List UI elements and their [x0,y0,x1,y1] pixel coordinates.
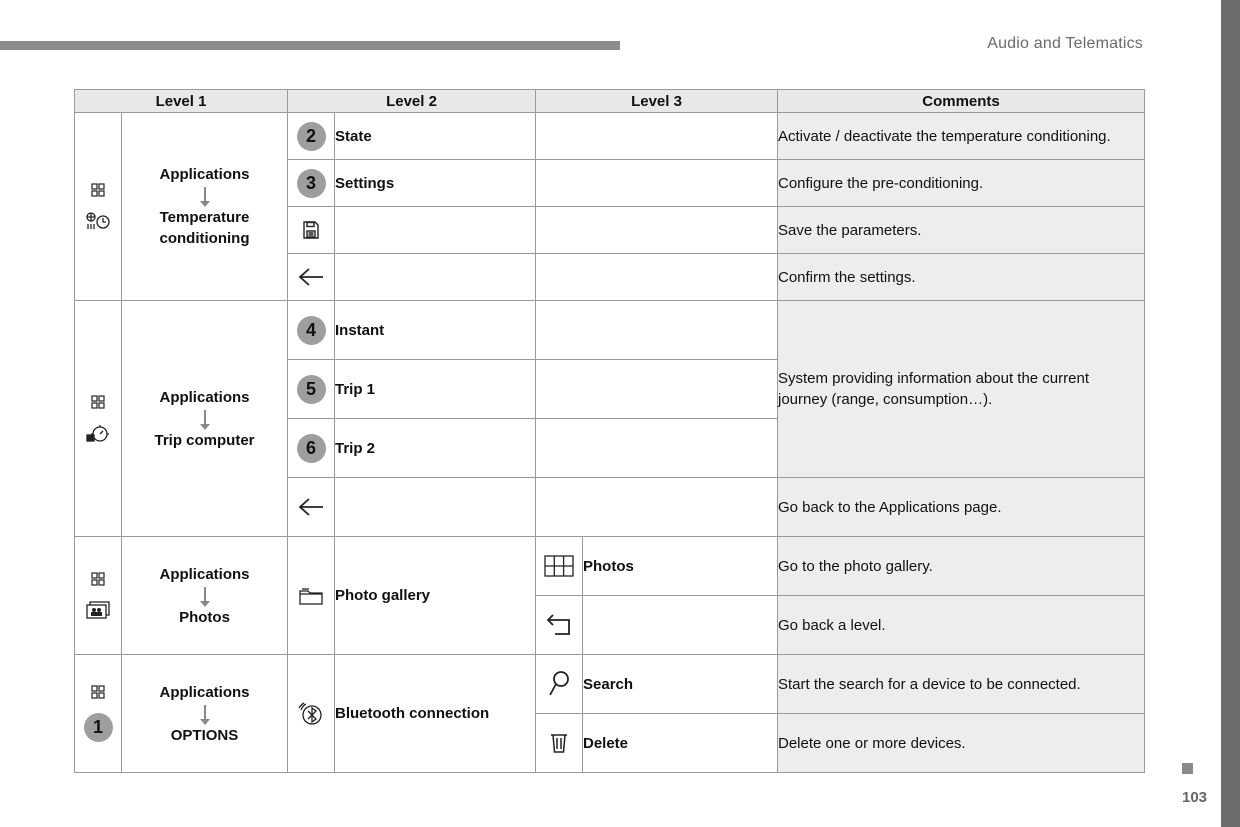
level3-label [583,596,778,655]
top-rule [0,41,620,50]
level2-icon-cell[interactable] [288,360,335,419]
arrow-down-icon [204,705,206,722]
level3-icon-cell[interactable] [536,655,583,714]
header-level1: Level 1 [75,90,288,113]
page-number: 103 [1182,789,1208,806]
arrow-down-icon [204,587,206,604]
level3-label: Delete [583,714,778,773]
level1-label [122,301,288,537]
comment-cell-shared [778,301,1145,478]
temperature-conditioning-icon [84,211,112,231]
level2-icon-cell[interactable] [288,419,335,478]
level1-top-label: Applications [159,565,250,583]
level2-label: State [335,113,536,160]
arrow-down-icon [204,410,206,427]
trash-icon [549,732,569,754]
photos-app-icon [85,600,111,620]
save-icon [301,220,321,240]
level3-cell-empty [536,113,778,160]
table-header-row [75,90,1145,113]
level3-cell-empty [536,360,778,419]
level3-cell-empty [536,419,778,478]
level2-label: Settings [335,160,536,207]
level2-icon-cell[interactable] [288,655,335,773]
comment-cell: Delete one or more devices. [778,714,1145,773]
level2-label: Bluetooth connection [335,655,536,773]
level2-icon-cell[interactable] [288,160,335,207]
comment-cell: Save the parameters. [778,207,1145,254]
header-level3: Level 3 [536,90,778,113]
number-badge: 6 [297,434,326,463]
menu-table [74,89,1145,773]
level1-icons [75,655,122,773]
comment-cell: Confirm the settings. [778,254,1145,301]
level1-top-label: Applications [159,166,250,183]
back-arrow-icon [297,497,325,517]
number-badge: 2 [297,122,326,151]
comment-cell: Go to the photo gallery. [778,537,1145,596]
level1-top-label: Applications [159,388,250,406]
level1-bottom-label: OPTIONS [170,726,239,744]
header-level2: Level 2 [288,90,536,113]
grid-icon [544,555,574,577]
level3-cell-empty [536,207,778,254]
level2-icon-cell[interactable] [288,254,335,301]
level3-icon-cell[interactable] [536,714,583,773]
page-marker-square [1182,763,1193,774]
table-row [75,537,1145,596]
level2-label [335,254,536,301]
level3-label: Photos [583,537,778,596]
table-row [75,113,1145,160]
level2-label: Trip 1 [335,360,536,419]
comment-cell: Go back to the Applications page. [778,478,1145,537]
number-badge: 5 [297,375,326,404]
level1-bottom-label-line2: conditioning [159,230,250,247]
folder-icon [298,586,324,606]
level2-label: Trip 2 [335,419,536,478]
number-badge: 3 [297,169,326,198]
level3-cell-empty [536,478,778,537]
level2-icon-cell[interactable] [288,301,335,360]
level1-label [122,655,288,773]
page-header-title: Audio and Telematics [987,35,1143,52]
search-icon [548,670,570,698]
comment-line: System providing information about the current [778,370,1089,387]
arrow-down-icon [204,187,206,204]
level3-cell-empty [536,301,778,360]
level3-icon-cell[interactable] [536,596,583,655]
header-comments: Comments [778,90,1145,113]
back-arrow-icon [297,267,325,287]
level2-label [335,207,536,254]
level3-label: Search [583,655,778,714]
level2-icon-cell[interactable] [288,207,335,254]
applications-grid-icon [91,685,105,699]
level3-cell-empty [536,160,778,207]
trip-computer-icon [85,423,111,443]
applications-grid-icon [91,395,105,409]
level1-bottom-label: Photos [179,608,230,626]
level1-icons [75,301,122,537]
level1-label [122,537,288,655]
table-row [75,655,1145,714]
level2-label: Photo gallery [335,537,536,655]
level3-icon-cell[interactable] [536,537,583,596]
level2-icon-cell[interactable] [288,537,335,655]
applications-grid-icon [91,183,105,197]
level2-icon-cell[interactable] [288,478,335,537]
comment-cell: Go back a level. [778,596,1145,655]
side-bar [1221,0,1240,827]
bluetooth-icon [298,701,324,727]
level1-label [122,113,288,301]
number-badge: 1 [84,713,113,742]
level2-icon-cell[interactable] [288,113,335,160]
return-icon [545,614,573,636]
level1-bottom-label-line1: Temperature [159,209,250,226]
comment-line: journey (range, consumption…). [778,391,993,408]
comment-cell: Configure the pre-conditioning. [778,160,1145,207]
table-row [75,301,1145,360]
number-badge: 4 [297,316,326,345]
comment-cell: Start the search for a device to be connected. [778,655,1145,714]
level1-top-label: Applications [159,683,250,701]
level3-cell-empty [536,254,778,301]
comment-cell: Activate / deactivate the temperature conditioning. [778,113,1145,160]
level1-icons [75,113,122,301]
level2-label: Instant [335,301,536,360]
level1-bottom-label: Trip computer [154,431,255,449]
level2-label [335,478,536,537]
applications-grid-icon [91,572,105,586]
level1-icons [75,537,122,655]
